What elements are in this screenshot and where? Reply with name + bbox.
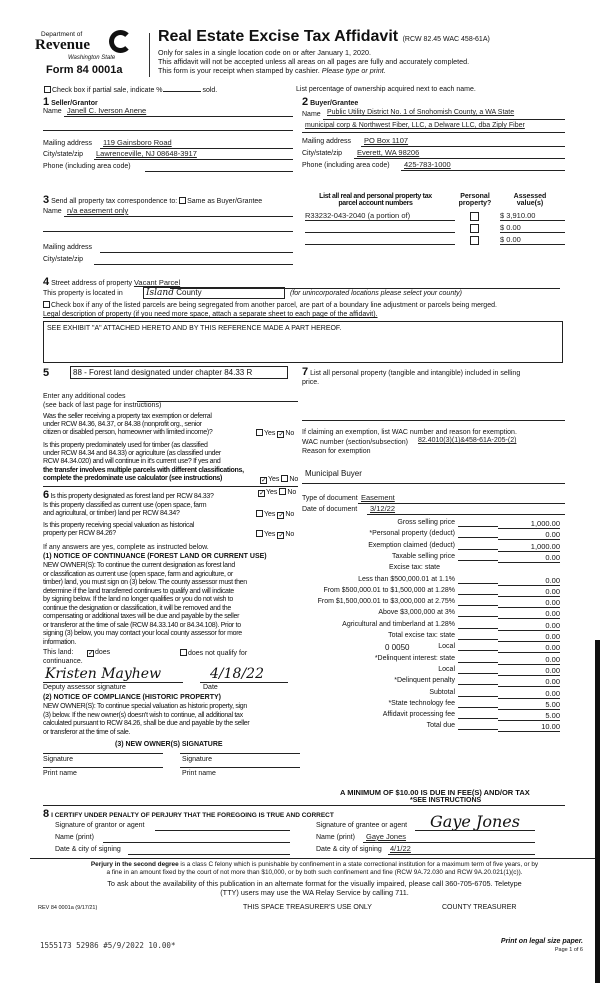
- tax-row: [300, 711, 560, 722]
- tax-row-value[interactable]: 0.00: [498, 553, 560, 563]
- tax-row: [300, 621, 560, 632]
- no-checkbox[interactable]: [279, 488, 286, 495]
- tax-row-leader: [458, 605, 498, 606]
- s7-label: List all personal property (tangible and intangible) included in selling: [310, 370, 521, 377]
- section-number: 4: [43, 276, 50, 288]
- no-checkbox[interactable]: [281, 475, 288, 482]
- doc-date[interactable]: 3/12/22: [370, 504, 396, 513]
- partial-percent-blank[interactable]: [163, 91, 201, 92]
- tax-row-leader: [458, 696, 498, 697]
- paragraph-line: determine if the land transferred continues to qualify and will indicate: [43, 587, 234, 595]
- assessed-value[interactable]: $ 0.00: [500, 235, 565, 245]
- tax-row-label: Exemption claimed (deduct): [368, 541, 455, 549]
- buyer-city-label: City/state/zip: [302, 150, 343, 157]
- seller-mailing[interactable]: 119 Gainsboro Road: [103, 138, 172, 147]
- buyer-city[interactable]: Everett, WA 98206: [357, 148, 420, 157]
- buyer-title: Buyer/Grantee: [310, 100, 359, 107]
- wac-number[interactable]: 82.4010(3)(1)&458-61A-205-(2): [418, 437, 517, 444]
- paragraph-line: or classification as current use (open space, farm and agriculture, or: [43, 570, 233, 578]
- doc-date-label: Date of document: [302, 506, 358, 513]
- assessed-value[interactable]: $ 0.00: [500, 223, 565, 233]
- tax-row-label: *Delinquent interest: state: [374, 654, 455, 662]
- tax-row-label: *Delinquent penalty: [394, 677, 455, 685]
- assessed-h: Assessed: [513, 193, 547, 200]
- page-title: [158, 28, 490, 46]
- buyer-heading: [302, 96, 358, 108]
- list-percentage-note: List percentage of ownership acquired next to each name.: [296, 86, 476, 93]
- s7-label2: price.: [302, 379, 320, 386]
- grantee-name[interactable]: Gaye Jones: [366, 832, 407, 841]
- yes-label: Yes: [264, 511, 276, 518]
- assessor-date: 4/18/22: [210, 666, 264, 682]
- no-label: No: [285, 430, 295, 437]
- dept-label: Department of: [41, 31, 83, 38]
- grantor-signature-label: Signature of grantor or agent: [55, 822, 145, 829]
- paragraph-line: compensating or additional taxes will be due and payable by the seller: [43, 613, 240, 620]
- tax-row-leader: [458, 729, 498, 730]
- tax-row-label: From $500,000.01 to $1,500,000 at 1.28%: [323, 586, 455, 594]
- notice-compliance-title: (2) NOTICE OF COMPLIANCE (HISTORIC PROPERTY): [43, 694, 221, 701]
- tax-row-leader: [458, 594, 498, 595]
- personal-header: [455, 193, 495, 207]
- grantee-date-label: Date & city of signing: [316, 846, 382, 853]
- tax-row-value[interactable]: 5.00: [498, 700, 560, 710]
- q-line: property per RCW 84.26?: [43, 530, 116, 538]
- buyer-name-label: Name: [302, 111, 321, 118]
- personal-property-checkbox[interactable]: [470, 236, 479, 245]
- personal-hb: property?: [458, 200, 492, 207]
- wac-label: WAC number (section/subsection): [302, 439, 408, 446]
- legal-description: SEE EXHIBIT "A" ATTACHED HERETO AND BY THIS REFERENCE MADE A PART HEREOF.: [47, 325, 342, 332]
- tax-row: [300, 722, 560, 733]
- tax-row-value[interactable]: 0.00: [498, 655, 560, 665]
- grantee-signature: Gaye Jones: [430, 812, 520, 831]
- grantee-signature-label: Signature of grantee or agent: [316, 822, 408, 829]
- no-checkbox-checked[interactable]: ✓: [278, 532, 285, 539]
- tax-row: [300, 564, 560, 575]
- personal-property-checkbox[interactable]: [470, 212, 479, 221]
- personal-property-label: [302, 368, 520, 387]
- perjury-notice: [32, 861, 597, 877]
- title-text: Real Estate Excise Tax Affidavit: [158, 28, 399, 45]
- tax-row: [300, 632, 560, 643]
- scan-edge: [595, 640, 600, 983]
- ask-1: To ask about the availability of this publication in an alternate format for the visually impaired, please call 360-705-6705. Teletype: [107, 879, 522, 888]
- seller-phone-label: Phone (including area code): [43, 163, 131, 170]
- logo-icon: [109, 30, 132, 53]
- same-as-buyer-label: Same as Buyer/Grantee: [187, 198, 263, 205]
- q-line: RCW 84.34.020) and will continue in it's current use? If yes and: [43, 458, 221, 466]
- buyer-phone-label: Phone (including area code): [302, 162, 390, 169]
- signature-label: Signature: [43, 756, 73, 763]
- tax-row-value[interactable]: 5.00: [498, 711, 560, 721]
- tax-row-label: *State technology fee: [388, 699, 455, 707]
- certify-label: I CERTIFY UNDER PENALTY OF PERJURY THAT THE FOREGOING IS TRUE AND CORRECT: [51, 812, 334, 819]
- correspondence-heading: [43, 194, 262, 206]
- page-number: Page 1 of 6: [554, 947, 583, 953]
- yes-checkbox[interactable]: [256, 510, 263, 517]
- tax-row: [300, 598, 560, 609]
- tax-row-value[interactable]: 0.00: [498, 598, 560, 608]
- assessed-value[interactable]: $ 3,910.00: [500, 211, 565, 221]
- buyer-name-1[interactable]: Public Utility District No. 1 of Snohomish County, a WA State: [327, 109, 515, 116]
- correspondence-title: Send all property tax correspondence to:: [51, 198, 178, 205]
- additional-codes-label: Enter any additional codes: [43, 393, 126, 400]
- section-number: 7: [302, 366, 309, 378]
- subtitle-3-text: This form is your receipt when stamped by cashier.: [158, 66, 320, 75]
- grantor-name-label: Name (print): [55, 834, 94, 841]
- tax-row-label: Above $3,000,000 at 3%: [378, 609, 455, 617]
- sold-label: sold.: [202, 87, 218, 94]
- yes-checkbox[interactable]: [256, 530, 263, 537]
- rcw-ref: (RCW 82.45 WAC 458-61A): [402, 36, 490, 43]
- certify-row: [43, 808, 334, 820]
- date-label: Date: [203, 684, 218, 691]
- tax-row-leader: [458, 560, 498, 561]
- grantee-date[interactable]: 4/1/22: [390, 844, 411, 853]
- tax-row-value[interactable]: 1,000.00: [498, 519, 560, 529]
- if-any-yes: If any answers are yes, complete as instructed below.: [43, 544, 209, 551]
- minimum-notice: A MINIMUM OF $10.00 IS DUE IN FEE(S) AND/OR TAX: [340, 788, 530, 797]
- current-use-yes-no: [256, 510, 294, 519]
- yes-checkbox-checked[interactable]: ✓: [261, 477, 267, 484]
- assessed-hb: value(s): [516, 200, 544, 207]
- q-line: Is this property predominately used for timber (as classified: [43, 442, 208, 449]
- seller-city-label: City/state/zip: [43, 151, 84, 158]
- county-handwritten: Island: [146, 288, 174, 298]
- tax-row-leader: [458, 684, 498, 685]
- segregated-label: Check box if any of the listed parcels are being segregated from another parcel, are part of a boundary line adjustment or parcels being merged.: [51, 302, 497, 309]
- paragraph-line: NEW OWNER(S): To continue the current designation as forest land: [43, 562, 235, 569]
- treasurer-space: THIS SPACE TREASURER'S USE ONLY: [243, 904, 372, 911]
- paragraph-line: calculated pursuant to RCW 84.26, shall be due and payable by the seller: [43, 720, 250, 727]
- tax-row-label: Taxable selling price: [391, 552, 455, 560]
- paragraph-line: signing (3) below, you may contact your local county assessor for more: [43, 630, 242, 637]
- seller-name-label: Name: [43, 108, 62, 115]
- parcel-header: [303, 193, 448, 207]
- tax-row-label: Total excise tax: state: [388, 632, 455, 639]
- tax-row-label: Affidavit processing fee: [382, 711, 455, 719]
- perjury-text-2: a fine in an amount fixed by the court of not more than $10,000, or by both such confinement and fine (RCW 9A.72.030 and RCW 9A.20.021(1)(c)).: [106, 869, 523, 876]
- tax-row-label: Subtotal: [429, 688, 455, 696]
- this-land-row: [43, 649, 110, 657]
- timber-question: [43, 442, 244, 483]
- partial-sale-checkbox[interactable]: [44, 86, 51, 93]
- seller-mailing-label: Mailing address: [43, 140, 93, 147]
- state-label: Washington State: [68, 55, 116, 61]
- tax-row-leader: [458, 639, 498, 640]
- see-instructions: *SEE INSTRUCTIONS: [410, 797, 482, 804]
- tax-row: [300, 700, 560, 711]
- q-line: Is this property designated as forest land per RCW 84.33?: [50, 493, 214, 500]
- partial-sale-label: Check box if partial sale, indicate %: [52, 87, 163, 94]
- perjury-text: is a class C felony which is punishable by confinement in a state correctional institution for a maximum term of five years, or by: [178, 861, 539, 868]
- personal-property-checkbox[interactable]: [470, 224, 479, 233]
- q-line: complete the predominate use calculator (see instructions): [43, 474, 223, 482]
- local-rate: 0 0050: [385, 643, 410, 652]
- parcel-h1: List all real and personal property tax: [319, 193, 432, 200]
- partial-sale-row: [44, 86, 217, 94]
- header-divider: [149, 33, 150, 77]
- tax-row-value[interactable]: 1,000.00: [498, 542, 560, 552]
- tax-row-value[interactable]: 0.00: [498, 677, 560, 687]
- deputy-label: Deputy assessor signature: [43, 684, 126, 691]
- tax-row: [300, 576, 560, 587]
- revision-label: REV 84 0001a (9/17/21): [38, 905, 98, 911]
- yes-label: Yes: [264, 430, 276, 437]
- no-label: No: [285, 511, 295, 518]
- forest-yes-no: [258, 488, 296, 497]
- historical-question: [43, 522, 194, 538]
- yes-checkbox-checked[interactable]: ✓: [259, 490, 265, 497]
- legal-description-box[interactable]: [43, 321, 563, 363]
- tax-row-leader: [458, 526, 498, 527]
- revenue-logo-text: Revenue: [35, 37, 90, 53]
- tax-row-value[interactable]: 0.00: [498, 609, 560, 619]
- tax-row-label: Total due: [426, 722, 455, 730]
- tax-row-value[interactable]: 0.00: [498, 666, 560, 676]
- subtitle-3-italic: Please type or print.: [321, 66, 386, 75]
- paragraph-line: or transferor at the time of sale (RCW 84.33.140 or 84.34.108). Prior to: [43, 621, 241, 629]
- street-label: Street address of property: [51, 280, 133, 287]
- parcel-h1b: parcel account numbers: [338, 200, 413, 207]
- tax-row: [300, 609, 560, 620]
- tax-row-label: Gross selling price: [397, 519, 455, 526]
- tax-row-value[interactable]: 0.00: [498, 643, 560, 653]
- legal-paper-note: Print on legal size paper.: [500, 938, 583, 945]
- yes-label: Yes: [264, 531, 276, 538]
- county-label: County: [176, 288, 202, 297]
- doc-type[interactable]: Easement: [361, 493, 395, 502]
- county-treasurer: COUNTY TREASURER: [442, 904, 517, 911]
- section-number: 8: [43, 808, 50, 820]
- corr-name[interactable]: n/a easement only: [67, 206, 129, 215]
- subtitle-3: [158, 66, 386, 75]
- paragraph-line: NEW OWNER(S): To continue special valuation as historic property, sign: [43, 703, 247, 710]
- does-checkbox-checked[interactable]: ✓: [87, 650, 94, 657]
- q-line: Is this property receiving special valuation as historical: [43, 522, 195, 529]
- tax-row-leader: [458, 707, 498, 708]
- tax-row-leader: [458, 537, 498, 538]
- street-address[interactable]: Vacant Parcel: [133, 278, 181, 287]
- q-line: under RCW 84.34 and 84.33) or agriculture (as classified under: [43, 450, 221, 458]
- tax-row-label: From $1,500,000.01 to $3,000,000 at 2.75%: [317, 598, 455, 606]
- paragraph-line: or transferor at the time of sale.: [43, 728, 131, 736]
- tax-row-leader: [458, 718, 498, 719]
- yes-label: Yes: [268, 476, 280, 483]
- q-line: Was the seller receiving a property tax exemption or deferral: [43, 413, 212, 420]
- print-name-label: Print name: [182, 770, 216, 777]
- seller-title: Seller/Grantor: [51, 100, 98, 107]
- print-name-label: Print name: [43, 770, 77, 777]
- subtitle-1: Only for sales in a single location code on or after January 1, 2020.: [158, 48, 371, 57]
- corr-name-label: Name: [43, 208, 62, 215]
- yes-label: Yes: [266, 489, 278, 496]
- tax-row-value[interactable]: 0.00: [498, 632, 560, 642]
- paragraph-line: (3) below. If the new owner(s) doesn't wish to continue, all additional tax: [43, 711, 243, 719]
- accessibility-notice: [32, 880, 597, 897]
- current-use-question: [43, 502, 206, 518]
- no-label: No: [289, 476, 299, 483]
- tax-row: [300, 655, 560, 666]
- buyer-mailing-label: Mailing address: [302, 138, 352, 145]
- notice-continuance-text: [43, 562, 247, 647]
- tax-row-value[interactable]: 0.00: [498, 530, 560, 540]
- tax-row: [300, 643, 560, 654]
- section-number: 2: [302, 96, 309, 108]
- section-number: 1: [43, 96, 50, 108]
- parcel-number[interactable]: [305, 235, 455, 245]
- tax-row: [300, 553, 560, 564]
- tax-row-label: Agricultural and timberland at 1.28%: [342, 620, 455, 628]
- form-number: Form 84 0001a: [46, 64, 123, 76]
- segregated-row: [43, 301, 497, 309]
- located-label: This property is located in: [43, 290, 123, 297]
- unincorporated-note: (for unincorporated locations please select your county): [290, 290, 462, 297]
- exemption-instruction: If claiming an exemption, list WAC number and reason for exemption.: [302, 429, 517, 436]
- tax-row-value[interactable]: 10.00: [498, 722, 560, 732]
- no-label: No: [287, 489, 297, 496]
- notice-compliance-text: [43, 703, 249, 737]
- no-checkbox-checked[interactable]: ✓: [278, 512, 285, 519]
- tax-row-label: Local: [438, 665, 455, 673]
- tax-row-label: Excise tax: state: [389, 564, 440, 572]
- tax-row: [300, 677, 560, 688]
- tax-row-label: Less than $500,000.01 at 1.1%: [358, 575, 455, 583]
- seller-name[interactable]: Janell C. Iverson Anene: [67, 106, 147, 115]
- tax-row: [300, 587, 560, 598]
- this-land-label: This land:: [43, 649, 74, 656]
- tax-row-label: *Personal property (deduct): [369, 530, 455, 538]
- reason-value[interactable]: Municipal Buyer: [305, 469, 362, 478]
- grantor-date-label: Date & city of signing: [55, 846, 121, 853]
- county-select[interactable]: [143, 287, 285, 299]
- seller-city[interactable]: Lawrenceville, NJ 08648-3917: [96, 149, 197, 158]
- q-line: the transfer involves multiple parcels with different classifications,: [43, 466, 244, 474]
- section-number: 5: [43, 367, 50, 379]
- q-line: and agricultural, or timber) land per RCW 84.34?: [43, 510, 180, 518]
- subtitle-2: This affidavit will not be accepted unless all areas on all pages are fully and accurately completed.: [158, 57, 470, 66]
- paragraph-line: information.: [43, 638, 76, 646]
- land-use-code-select[interactable]: 88 - Forest land designated under chapter 84.33 R: [70, 366, 288, 379]
- buyer-name-2[interactable]: municipal corp & Northwest Fiber, LLC, a Delware LLC, dba Ziply Fiber: [305, 122, 525, 129]
- tax-row: [300, 666, 560, 677]
- same-as-buyer-checkbox[interactable]: [179, 197, 186, 204]
- receipt-stamp: 1555173 52986 #5/9/2022 10.00*: [40, 941, 176, 950]
- tax-row-value[interactable]: 0.00: [498, 621, 560, 631]
- section-number: 6: [43, 489, 49, 501]
- assessed-header: [500, 193, 560, 207]
- tax-row-value[interactable]: 0.00: [498, 689, 560, 699]
- no-checkbox-checked[interactable]: ✓: [278, 431, 285, 438]
- buyer-phone[interactable]: 425-783-1000: [404, 160, 451, 169]
- assessor-signature: Kristen Mayhew: [45, 666, 162, 682]
- parcel-number[interactable]: R33232-043-2040 (a portion of): [305, 211, 455, 221]
- paragraph-line: by signing below. If the land no longer qualifies or you do not wish to: [43, 596, 234, 603]
- q-line: Is this property classified as current use (open space, farm: [43, 502, 207, 509]
- see-back-note: (see back of last page for instructions): [43, 402, 162, 409]
- corr-city-label: City/state/zip: [43, 256, 84, 263]
- tax-row-value[interactable]: 0.00: [498, 587, 560, 597]
- tax-row-value[interactable]: 0.00: [498, 576, 560, 586]
- signature-label: Signature: [182, 756, 212, 763]
- yes-checkbox[interactable]: [256, 429, 263, 436]
- q-line: under RCW 84.36, 84.37, or 84.38 (nonprofit org., senior: [43, 421, 202, 429]
- tax-row-label: Local: [438, 643, 455, 651]
- corr-mailing-label: Mailing address: [43, 244, 93, 251]
- buyer-mailing[interactable]: PO Box 1107: [364, 136, 409, 145]
- continuance-label: continuance.: [43, 658, 83, 665]
- tax-row-leader: [458, 628, 498, 629]
- paragraph-line: continue the designation or classification, it will be removed and the: [43, 604, 231, 612]
- historical-yes-no: [256, 530, 294, 539]
- q-line: citizen or disabled person, homeowner with limited income)?: [43, 429, 213, 437]
- exemption-yes-no: [256, 429, 294, 438]
- tax-row-leader: [458, 549, 498, 550]
- grantee-name-label: Name (print): [316, 834, 355, 841]
- tax-row-leader: [458, 583, 498, 584]
- tax-row-leader: [458, 673, 498, 674]
- exemption-question: [43, 413, 212, 438]
- forest-question: [43, 489, 214, 501]
- reason-label: Reason for exemption: [302, 448, 371, 455]
- tax-row-leader: [458, 650, 498, 651]
- new-owner-signature-title: (3) NEW OWNER(S) SIGNATURE: [115, 741, 223, 748]
- parcel-number[interactable]: [305, 223, 455, 233]
- tax-row-leader: [458, 616, 498, 617]
- legal-label: Legal description of property (if you need more space, attach a separate sheet to each page of the affidavit).: [43, 311, 378, 318]
- tax-row: [300, 519, 560, 530]
- does-not-checkbox[interactable]: [180, 649, 187, 656]
- tax-row: [300, 530, 560, 541]
- tax-row: [300, 689, 560, 700]
- timber-yes-no: [260, 475, 298, 484]
- personal-h: Personal: [460, 193, 490, 200]
- no-label: No: [285, 531, 295, 538]
- paragraph-line: timber) land, you must sign on (3) below. The county assessor must then: [43, 579, 247, 586]
- ask-2: (TTY) users may use the WA Relay Service by calling 711.: [220, 887, 409, 897]
- doc-type-label: Type of document: [302, 495, 358, 502]
- segregated-checkbox[interactable]: [43, 301, 50, 308]
- does-not-row: [180, 649, 247, 657]
- does-not-label: does not qualify for: [188, 650, 248, 657]
- tax-row: [300, 542, 560, 553]
- does-label: does: [94, 649, 111, 656]
- perjury-bold: Perjury in the second degree: [90, 861, 179, 868]
- tax-row-leader: [458, 662, 498, 663]
- section-number: 3: [43, 194, 50, 206]
- notice-continuance-title: (1) NOTICE OF CONTINUANCE (FOREST LAND OR CURRENT USE): [43, 553, 267, 560]
